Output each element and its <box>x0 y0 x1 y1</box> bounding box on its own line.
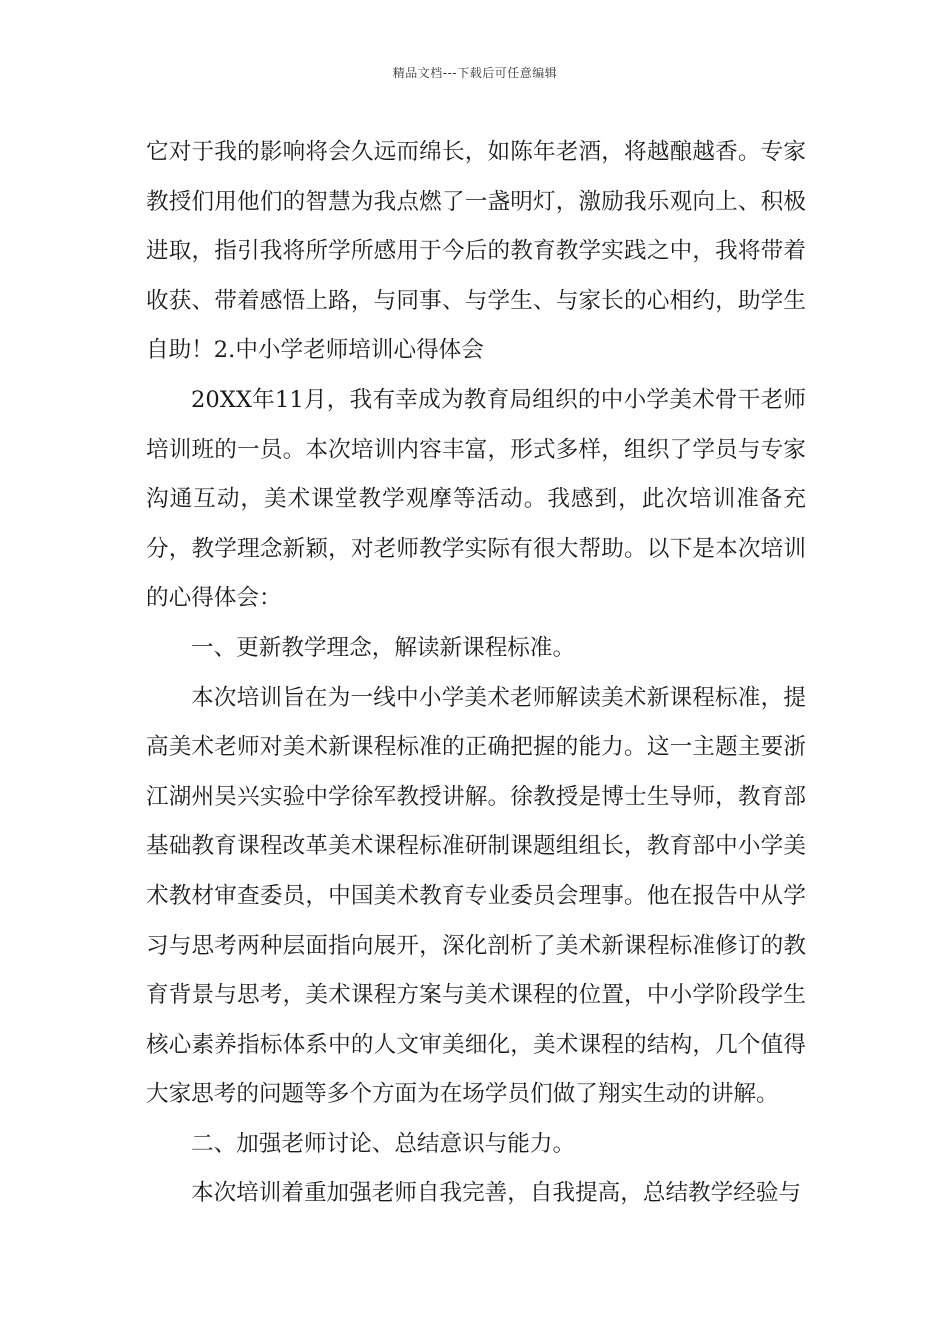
paragraph-1: 它对于我的影响将会久远而绵长，如陈年老酒，将越酿越香。专家教授们用他们的智慧为我点燃了一盏明灯，激励我乐观向上、积极进取，指引我将所学所感用于今后的教育教学实践之中，我将带着收获、带着感悟上路，与同事、与学生、与家长的心相约，助学生自助！2.中小学老师培训心得体会 <box>146 139 806 364</box>
paragraph-3: 本次培训旨在为一线中小学美术老师解读美术新课程标准，提高美术老师对美术新课程标准的正确把握的能力。这一主题主要浙江湖州吴兴实验中学徐军教授讲解。徐教授是博士生导师，教育部基础教育课程改革美术课程标准研制课题组组长，教育部中小学美术教材审查委员，中国美术教育专业委员会理事。他在报告中从学习与思考两种层面指向展开，深化剖析了美术新课程标准修订的教育背景与思考，美术课程方案与美术课程的位置，中小学阶段学生核心素养指标体系中的人文审美细化，美术课程的结构，几个值得大家思考的问题等多个方面为在场学员们做了翔实生动的讲解。 <box>146 684 806 1108</box>
paragraph-4: 本次培训着重加强老师自我完善，自我提高，总结教学经验与 <box>191 1180 802 1207</box>
document-body <box>146 128 806 1219</box>
paragraph-2: 20XX年11月，我有幸成为教育局组织的中小学美术骨干老师培训班的一员。本次培训内容丰富，形式多样，组织了学员与专家沟通互动，美术课堂教学观摩等活动。我感到，此次培训准备充分，教学理念新颖，对老师教学实际有很大帮助。以下是本次培训的心得体会： <box>146 386 806 612</box>
section-heading-1: 一、更新教学理念，解读新课程标准。 <box>191 634 576 661</box>
page-header: 精品文档---下载后可任意编辑 <box>392 66 558 80</box>
section-heading-2: 二、加强老师讨论、总结意识与能力。 <box>191 1130 576 1157</box>
